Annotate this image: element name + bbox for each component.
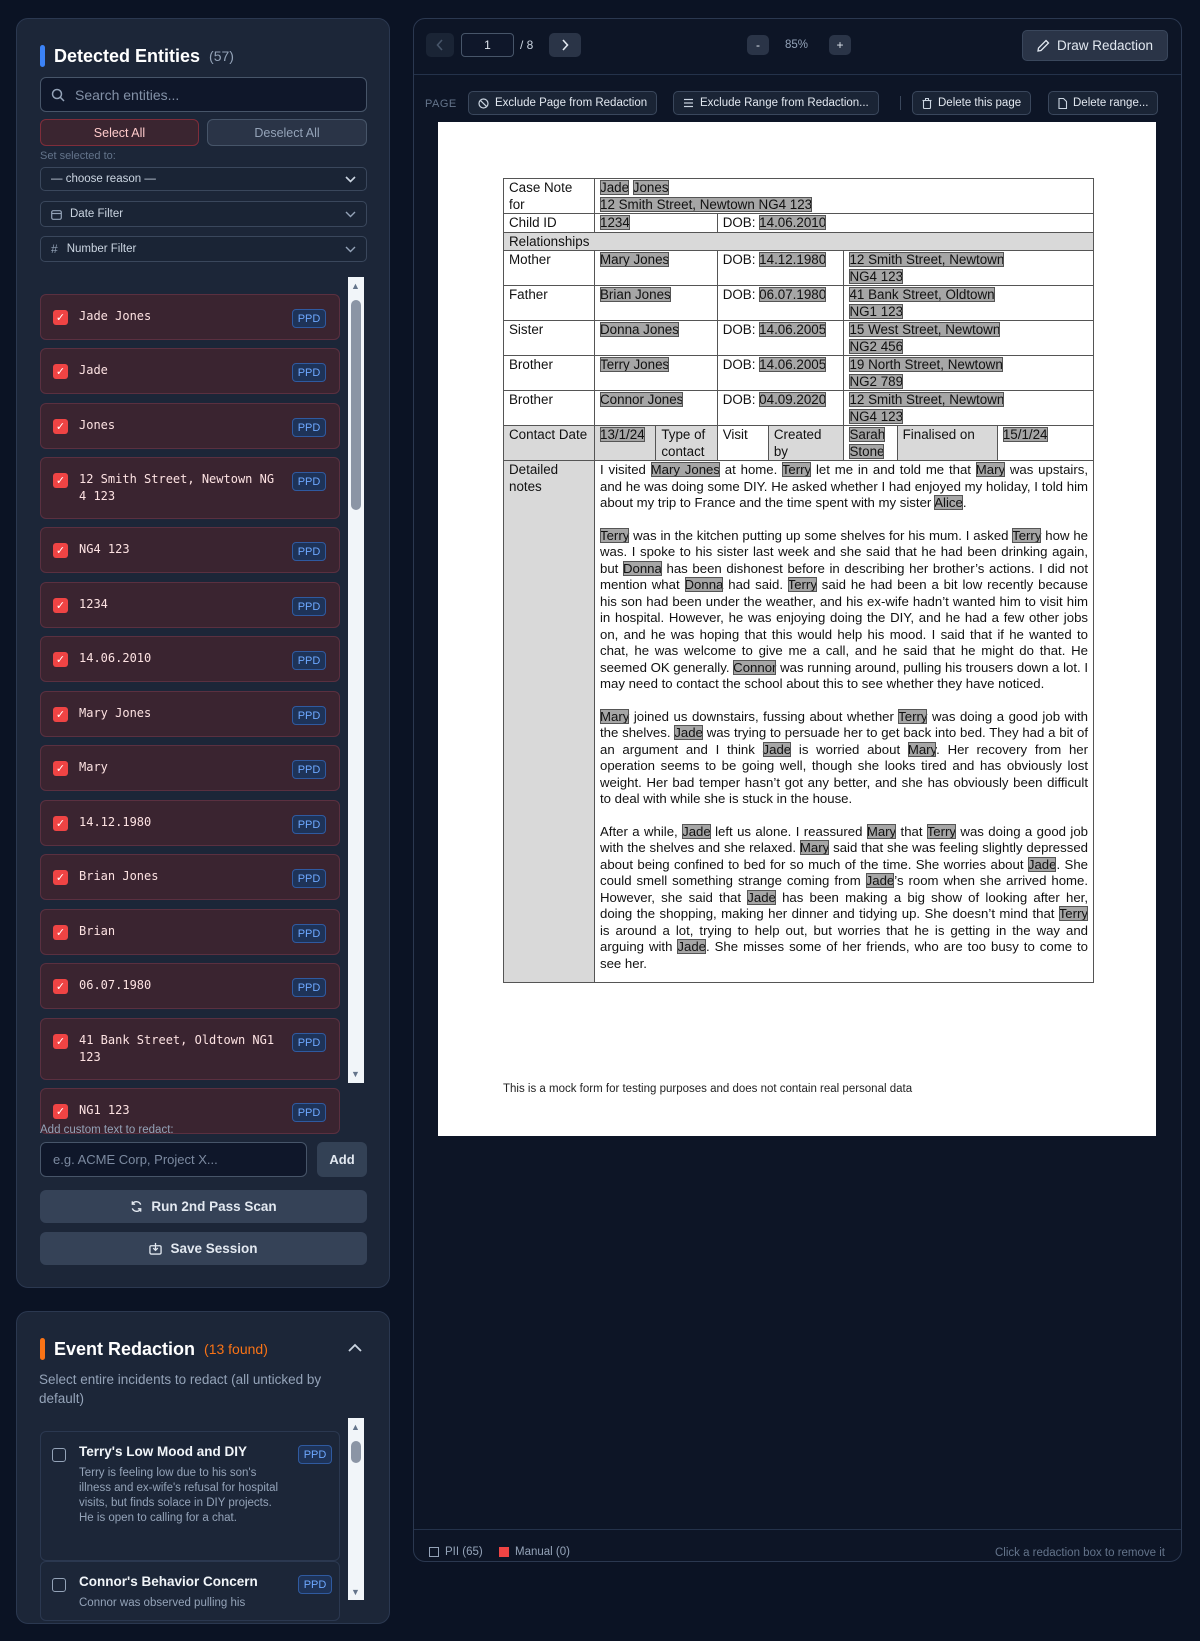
number-filter-label: Number Filter (66, 243, 137, 255)
chevron-down-icon (345, 246, 356, 253)
scroll-down-icon[interactable]: ▼ (351, 1069, 360, 1079)
case-note-value (595, 179, 1094, 214)
redaction-box[interactable]: 06.07.1980 (759, 287, 827, 302)
list-icon (683, 98, 694, 108)
relationships-header: Relationships (504, 232, 1094, 251)
redaction-box[interactable]: Donna (622, 560, 662, 576)
redaction-box[interactable]: NG4 123 (849, 408, 904, 424)
redaction-box[interactable]: Alice (934, 495, 963, 510)
relation-address-cell (844, 286, 1094, 321)
dob-label: DOB: (722, 215, 756, 230)
redaction-box[interactable]: Connor Jones (600, 392, 684, 407)
draw-redaction-label: Draw Redaction (1056, 38, 1154, 53)
redaction-box[interactable]: Mary Jones (600, 252, 670, 267)
manual-swatch (499, 1547, 509, 1557)
redaction-box[interactable]: Terry (1058, 906, 1088, 921)
redaction-box[interactable]: Donna (684, 577, 724, 592)
redaction-box[interactable]: 15 West Street, Newtown (849, 322, 1001, 337)
toolbar-separator (900, 96, 901, 110)
zoom-out-button[interactable]: - (747, 35, 769, 55)
reason-select-value: — choose reason — (51, 173, 156, 185)
redaction-box[interactable]: 14.06.2010 (759, 215, 827, 230)
event-header (40, 1338, 268, 1360)
redaction-box[interactable]: NG1 123 (849, 303, 904, 319)
redaction-box[interactable]: Terry (1012, 527, 1042, 543)
redaction-box[interactable]: Mary (799, 840, 830, 855)
ppd-badge: PPD (292, 924, 326, 943)
event-card[interactable] (40, 1561, 340, 1621)
notes-paragraph: Terry was in the kitchen putting up some shelves for his mum. I asked Terry how he was. I spoke to his sister last week and she said that he had been drinking again, but Donna has been dishonest before in describing her brother’s actions. I did not mention what Donna had said. Terry said he had been a bit low recently because his son had been under the weather, and his ex-wife hadn’t wanted him to visit him in hospital. However, he was enjoying doing the DIY, and he had a few other jobs on, and he was hoping that this would help his mood. I said that if he wanted to chat, he was welcome to give me a call, and he said that he might do that. He seemed OK generally. Connor was running around, pulling his trousers down a lot. I may need to contact the school about this to see whether they have noticed. (600, 527, 1089, 691)
redaction-box[interactable]: 14.06.2005 (759, 322, 827, 337)
event-scroll-thumb[interactable] (351, 1441, 361, 1463)
check-icon[interactable]: ✓ (53, 979, 68, 994)
redaction-box[interactable]: Jade (677, 939, 706, 954)
entity-item[interactable] (40, 582, 340, 628)
finalised-label: Finalised on (897, 426, 997, 461)
refresh-icon (130, 1200, 143, 1213)
redaction-box[interactable]: Mary (866, 823, 897, 839)
ppd-badge: PPD (292, 542, 326, 561)
dob-label: DOB: (722, 357, 756, 372)
event-checkbox[interactable] (52, 1448, 66, 1462)
redaction-box[interactable]: 12 Smith Street, Newtown (849, 252, 1005, 267)
entity-count: (57) (209, 48, 234, 64)
event-card-desc: Terry is feeling low due to his son's illness and ex-wife's refusal for hospital visits, but finds solace in DIY projects. He is open to calling for a chat. (79, 1467, 279, 1524)
check-icon[interactable]: ✓ (53, 707, 68, 722)
redaction-box[interactable]: Terry Jones (600, 357, 670, 372)
legend-manual-label: Manual (0) (515, 1546, 570, 1558)
entity-item[interactable] (40, 691, 340, 737)
document-viewer (413, 18, 1182, 1562)
delete-range-label: Delete range... (1073, 97, 1149, 109)
entity-item[interactable] (40, 294, 340, 340)
redaction-box[interactable]: Jade (600, 180, 630, 195)
notes-label: Detailed notes (504, 461, 595, 983)
relation-dob-cell (717, 356, 844, 391)
contact-date-label: Contact Date (504, 426, 595, 461)
relation-name-cell (595, 251, 718, 286)
search-input[interactable] (75, 87, 345, 103)
entity-text: Jones (79, 418, 116, 432)
custom-text-input[interactable] (40, 1142, 307, 1177)
redaction-box[interactable]: Mary (907, 741, 937, 757)
relation-address-cell (844, 391, 1094, 426)
detailed-notes (595, 461, 1094, 983)
check-icon[interactable]: ✓ (53, 1034, 68, 1049)
entity-item[interactable] (40, 909, 340, 955)
notes-paragraph: After a while, Jade left us alone. I reassured Mary that Terry was doing a good job with the shelves and she relaxed. Mary said that she was feeling slightly depressed about being confined to bed for so much of the time. She worries about Jade. She could smell something strange coming from Jade’s room when she arrived home. However, she said that Jade has been making a big show of looking after her, doing the shopping, making her dinner and tidying up. She doesn’t mind that Terry is around a lot, trying to help out, but worries that he is getting in the way and arguing with Jade. She misses some of her friends, who are too busy to come to see her. (600, 823, 1089, 971)
type-label: Type of contact (656, 426, 717, 461)
trash-icon (922, 98, 932, 109)
check-icon[interactable]: ✓ (53, 761, 68, 776)
search-box (40, 77, 367, 112)
ppd-badge: PPD (292, 651, 326, 670)
file-icon (1058, 98, 1067, 109)
event-redaction-panel (16, 1311, 390, 1624)
notes-paragraph: Mary joined us downstairs, fussing about whether Terry was doing a good job with the shelves. Jade was trying to persuade her to get back into bed. They had a bit of an argument and I think Jade is worried about Mary. Her recovery from her operation seems to be going well, though she looks tired and has obviously lost weight. Her bad temper hasn’t got any better, and she has obviously been difficult to deal with while she is stuck in the house. (600, 708, 1088, 806)
case-note-label: Case Note for (504, 179, 595, 214)
document-page (438, 122, 1156, 1136)
entity-text: Brian (79, 924, 116, 938)
entity-item[interactable] (40, 963, 340, 1009)
event-count: (13 found) (204, 1341, 268, 1357)
finalised-cell (997, 426, 1093, 461)
entity-text: 14.12.1980 (79, 815, 152, 829)
chevron-left-icon (436, 39, 444, 51)
relation-dob-cell (717, 251, 844, 286)
page-number-input[interactable] (461, 33, 514, 57)
accent-bar (40, 45, 45, 67)
exclude-range-label: Exclude Range from Redaction... (700, 97, 869, 109)
event-card[interactable] (40, 1431, 340, 1561)
ppd-badge: PPD (298, 1445, 332, 1464)
date-filter[interactable] (40, 201, 367, 227)
ppd-badge: PPD (298, 1575, 332, 1594)
entity-item[interactable] (40, 636, 340, 682)
entity-text: Jade Jones (79, 309, 152, 323)
prev-page-button[interactable] (426, 33, 454, 57)
scroll-down-icon[interactable]: ▼ (351, 1587, 360, 1597)
run-scan-button[interactable] (40, 1190, 367, 1223)
save-session-button[interactable] (40, 1232, 367, 1265)
set-selected-label: Set selected to: (40, 150, 116, 162)
run-scan-label: Run 2nd Pass Scan (151, 1199, 277, 1214)
redaction-box[interactable]: 41 Bank Street, Oldtown (849, 287, 995, 302)
dob-label: DOB: (722, 287, 756, 302)
relation-role: Brother (504, 356, 595, 391)
child-dob-cell (717, 214, 1093, 233)
event-description: Select entire incidents to redact (all unticked by default) (39, 1372, 322, 1406)
exclude-page-label: Exclude Page from Redaction (495, 97, 648, 109)
check-icon[interactable]: ✓ (53, 816, 68, 831)
event-checkbox[interactable] (52, 1578, 66, 1592)
redaction-box[interactable]: Jade (674, 725, 703, 740)
check-icon[interactable]: ✓ (53, 652, 68, 667)
chevron-right-icon (561, 39, 569, 51)
entity-text: Brian Jones (79, 869, 159, 883)
redaction-hint: Click a redaction box to remove it (994, 1547, 1165, 1559)
select-all-button[interactable]: Select All (40, 119, 199, 146)
toolbar-divider (414, 74, 1181, 75)
calendar-icon (51, 209, 62, 220)
deselect-all-button[interactable]: Deselect All (207, 119, 367, 146)
notes-paragraph: I visited Mary Jones at home. Terry let me in and told me that Mary was upstairs, and he was doing some DIY. He asked whether I had enjoyed my holiday, I told him about my trip to France and the time spent with my sister Alice. (600, 462, 1088, 510)
entity-text: 14.06.2010 (79, 651, 152, 665)
relation-address-cell (844, 356, 1094, 391)
redaction-box[interactable]: Terry (600, 527, 630, 543)
created-cell (844, 426, 897, 461)
ppd-badge: PPD (292, 363, 326, 382)
pii-swatch (429, 1547, 439, 1557)
event-card-desc: Connor was observed pulling his (79, 1597, 246, 1609)
page-total: / 8 (520, 38, 534, 52)
created-label: Created by (768, 426, 844, 461)
ppd-badge: PPD (292, 815, 326, 834)
dob-label: DOB: (722, 392, 756, 407)
download-icon (149, 1242, 162, 1255)
legend-pii-label: PII (65) (445, 1546, 483, 1558)
redaction-box[interactable]: Mary Jones (650, 462, 720, 477)
entity-text: 41 Bank Street, Oldtown NG1 123 (79, 1033, 275, 1064)
redaction-box[interactable]: Jones (632, 180, 669, 195)
redaction-box[interactable]: 14.12.1980 (759, 252, 827, 267)
delete-page-label: Delete this page (938, 97, 1022, 109)
redaction-box[interactable]: Terry (926, 823, 957, 839)
relation-name-cell (595, 286, 718, 321)
case-note-table (503, 178, 1094, 983)
ppd-badge: PPD (292, 978, 326, 997)
entity-item[interactable] (40, 800, 340, 846)
dob-label: DOB: (722, 322, 756, 337)
entity-item[interactable] (40, 745, 340, 791)
check-icon[interactable]: ✓ (53, 1104, 68, 1119)
ppd-badge: PPD (292, 706, 326, 725)
delete-range-button[interactable] (1048, 91, 1158, 115)
date-filter-label: Date Filter (70, 208, 124, 220)
pencil-icon (1037, 39, 1050, 52)
ppd-badge: PPD (292, 418, 326, 437)
add-button[interactable]: Add (317, 1142, 367, 1177)
entity-text: Jade (79, 363, 108, 377)
entity-text: 1234 (79, 597, 108, 611)
zoom-in-button[interactable]: + (829, 35, 851, 55)
redaction-box[interactable]: 19 North Street, Newtown (849, 357, 1003, 372)
ppd-badge: PPD (292, 1103, 326, 1122)
ppd-badge: PPD (292, 869, 326, 888)
relation-name-cell (595, 356, 718, 391)
ppd-badge: PPD (292, 309, 326, 328)
entity-item[interactable] (40, 527, 340, 573)
legend-pii (429, 1546, 483, 1558)
scroll-up-icon[interactable]: ▲ (351, 1422, 360, 1432)
entity-text: 06.07.1980 (79, 978, 152, 992)
entity-item[interactable] (40, 854, 340, 900)
entity-item[interactable] (40, 403, 340, 449)
redaction-box[interactable]: Donna Jones (600, 322, 679, 337)
status-divider (414, 1529, 1181, 1530)
relation-role: Father (504, 286, 595, 321)
save-session-label: Save Session (170, 1241, 258, 1256)
relation-dob-cell (717, 391, 844, 426)
event-card-title: Terry's Low Mood and DIY (79, 1444, 247, 1459)
redaction-box[interactable]: 14.06.2005 (759, 357, 827, 372)
entity-text: NG1 123 (79, 1103, 130, 1117)
ppd-badge: PPD (292, 1033, 326, 1052)
panel-header (40, 45, 234, 67)
relation-name-cell (595, 391, 718, 426)
redaction-box[interactable]: 04.09.2020 (759, 392, 827, 407)
chevron-down-icon (345, 211, 356, 218)
ppd-badge: PPD (292, 760, 326, 779)
redaction-box[interactable]: Mary (600, 708, 630, 724)
redaction-box[interactable]: NG2 456 (849, 338, 904, 354)
entity-text: NG4 123 (79, 542, 130, 556)
redaction-box[interactable]: Terry (898, 708, 928, 724)
event-card-title: Connor's Behavior Concern (79, 1574, 258, 1589)
redaction-box[interactable]: Jade (1027, 856, 1057, 872)
entity-item[interactable] (40, 457, 340, 519)
relation-name-cell (595, 321, 718, 356)
redaction-box[interactable]: NG4 123 (849, 268, 904, 284)
redaction-box[interactable]: NG2 789 (849, 373, 904, 389)
ban-icon (478, 98, 489, 109)
delete-page-button[interactable] (912, 91, 1031, 115)
redaction-box[interactable]: 1234 (600, 215, 630, 230)
zoom-level: 85% (785, 39, 809, 51)
exclude-range-button[interactable] (673, 91, 879, 115)
relation-dob-cell (717, 286, 844, 321)
relation-role: Sister (504, 321, 595, 356)
redaction-box[interactable]: Jade (747, 889, 776, 905)
check-icon[interactable]: ✓ (53, 925, 68, 940)
search-icon (51, 88, 65, 102)
custom-text-label: Add custom text to redact: (40, 1124, 174, 1136)
redaction-box[interactable]: 12 Smith Street, Newtown NG4 123 (600, 196, 813, 212)
page-footer: This is a mock form for testing purposes and does not contain real personal data (503, 1083, 913, 1095)
type-value: Visit (717, 426, 768, 461)
redaction-box[interactable]: Jade (762, 741, 792, 757)
relation-role: Mother (504, 251, 595, 286)
entity-list (40, 277, 353, 1119)
redaction-box[interactable]: Sarah Stone (849, 427, 886, 459)
scroll-up-icon[interactable]: ▲ (351, 281, 360, 291)
redaction-box[interactable]: Connor (733, 659, 777, 675)
chevron-up-icon[interactable] (348, 1343, 362, 1352)
check-icon[interactable]: ✓ (53, 543, 68, 558)
entity-text: 12 Smith Street, Newtown NG 4 123 (79, 472, 275, 503)
redaction-box[interactable]: 12 Smith Street, Newtown (849, 392, 1005, 407)
entity-text: Mary Jones (79, 706, 152, 720)
redaction-box[interactable]: Jade (865, 873, 895, 888)
chevron-down-icon (345, 176, 356, 183)
entity-item[interactable] (40, 1018, 340, 1080)
redaction-box[interactable]: 13/1/24 (600, 427, 645, 442)
draw-redaction-button[interactable] (1022, 30, 1168, 61)
event-accent-bar (40, 1338, 45, 1360)
page-label: PAGE (425, 98, 457, 110)
child-id-cell (595, 214, 718, 233)
entity-item[interactable] (40, 348, 340, 394)
ppd-badge: PPD (292, 472, 326, 491)
hash-icon: # (51, 242, 58, 256)
entity-text: Mary (79, 760, 108, 774)
panel-title: Detected Entities (54, 45, 201, 66)
event-list (17, 1418, 357, 1609)
exclude-page-button[interactable] (468, 91, 657, 115)
check-icon[interactable]: ✓ (53, 310, 68, 325)
event-title: Event Redaction (54, 1338, 196, 1359)
relation-address-cell (844, 321, 1094, 356)
detected-entities-panel (16, 18, 390, 1288)
redaction-box[interactable]: Brian Jones (600, 287, 671, 302)
check-icon[interactable]: ✓ (53, 419, 68, 434)
redaction-box[interactable]: Jade (682, 823, 711, 839)
relation-address-cell (844, 251, 1094, 286)
check-icon[interactable]: ✓ (53, 364, 68, 379)
redaction-box[interactable]: 15/1/24 (1002, 427, 1048, 442)
dob-label: DOB: (722, 252, 756, 267)
child-id-label: Child ID (504, 214, 595, 233)
reason-select[interactable] (40, 167, 367, 191)
check-icon[interactable]: ✓ (53, 598, 68, 613)
check-icon[interactable]: ✓ (53, 473, 68, 488)
contact-date-cell (595, 426, 656, 461)
number-filter[interactable] (40, 236, 367, 262)
relation-dob-cell (717, 321, 844, 356)
check-icon[interactable]: ✓ (53, 870, 68, 885)
redaction-box[interactable]: Terry (781, 462, 812, 477)
legend-manual (499, 1546, 570, 1558)
relation-role: Brother (504, 391, 595, 426)
redaction-box[interactable]: Mary (975, 462, 1006, 477)
next-page-button[interactable] (549, 33, 581, 57)
redaction-box[interactable]: Terry (787, 577, 817, 592)
entity-scroll-thumb[interactable] (351, 300, 361, 510)
ppd-badge: PPD (292, 597, 326, 616)
